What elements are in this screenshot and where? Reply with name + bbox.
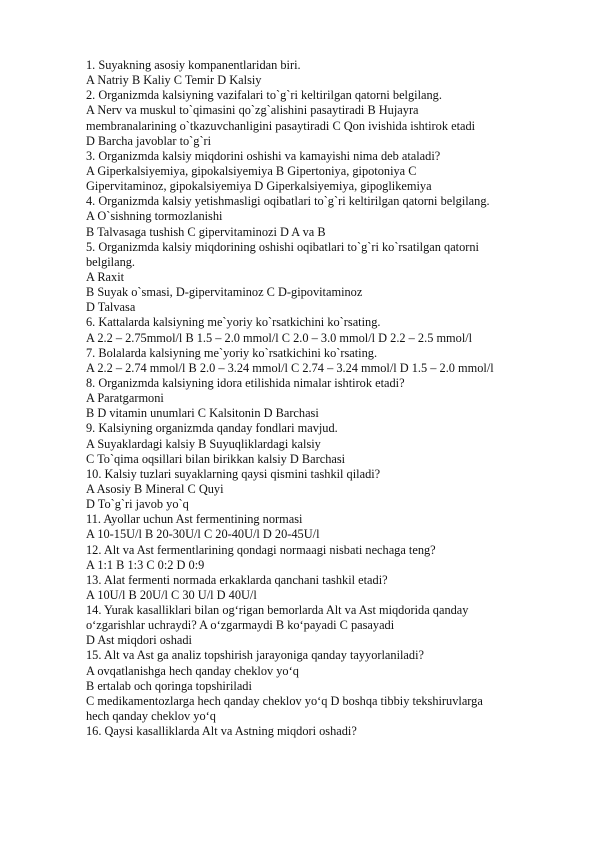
answer-options-3: A Giperkalsiyemiya, gipokalsiyemiya B Gipertoniya, gipotoniya C <box>86 163 417 178</box>
answer-options-11: A 10-15U/l B 20-30U/l C 20-40U/l D 20-45U/l <box>86 527 320 542</box>
answer-options-4: A O`sishning tormozlanishi <box>86 209 223 224</box>
question-8: 8. Organizmda kalsiyning idora etilishida nimalar ishtirok etadi? <box>86 375 405 390</box>
answer-options-10: A Asosiy B Mineral C Quyi <box>86 481 224 496</box>
question-12: 12. Alt va Ast fermentlarining qondagi normaagi nisbati nechaga teng? <box>86 542 436 557</box>
answer-options-7: A 2.2 – 2.74 mmol/l B 2.0 – 3.24 mmol/l C 2.74 – 3.24 mmol/l D 1.5 – 2.0 mmol/l <box>86 360 494 375</box>
answer-options-8-cont: B D vitamin unumlari C Kalsitonin D Barchasi <box>86 406 319 421</box>
question-3: 3. Organizmda kalsiy miqdorini oshishi va kamayishi nima deb ataladi? <box>86 148 441 163</box>
question-11: 11. Ayollar uchun Ast fermentining normasi <box>86 512 303 527</box>
question-6: 6. Kattalarda kalsiyning me`yoriy ko`rsatkichini ko`rsating. <box>86 315 381 330</box>
answer-options-10-cont: D To`g`ri javob yo`q <box>86 497 189 512</box>
answer-options-6: A 2.2 – 2.75mmol/l B 1.5 – 2.0 mmol/l C 2.0 – 3.0 mmol/l D 2.2 – 2.5 mmol/l <box>86 330 473 345</box>
answer-options-1: A Natriy B Kaliy C Temir D Kalsiy <box>86 73 262 88</box>
answer-options-14-cont: D Ast miqdori oshadi <box>86 633 192 648</box>
answer-options-15-cont: C medikamentozlarga hech qanday cheklov yo‘q D boshqa tibbiy tekshiruvlarga <box>86 693 483 708</box>
answer-options-5: A Raxit <box>86 269 125 284</box>
question-15: 15. Alt va Ast ga analiz topshirish jarayoniga qanday tayyorlaniladi? <box>86 648 424 663</box>
question-14: 14. Yurak kasalliklari bilan og‘rigan bemorlarda Alt va Ast miqdorida qanday <box>86 603 469 618</box>
answer-options-12: A 1:1 B 1:3 C 0:2 D 0:9 <box>86 557 205 572</box>
answer-options-2: A Nerv va muskul to`qimasini qo`zg`alishini pasaytiradi B Hujayra <box>86 103 419 118</box>
answer-options-15-cont: hech qanday cheklov yo‘q <box>86 709 216 724</box>
answer-options-8: A Paratgarmoni <box>86 391 164 406</box>
answer-options-5-cont: B Suyak o`smasi, D-gipervitaminoz C D-gipovitaminoz <box>86 285 363 300</box>
answer-options-5-cont: D Talvasa <box>86 300 136 315</box>
question-1: 1. Suyakning asosiy kompanentlaridan biri. <box>86 58 301 72</box>
question-13: 13. Alat fermenti normada erkaklarda qanchani tashkil etadi? <box>86 572 388 587</box>
answer-options-2-cont: D Barcha javoblar to`g`ri <box>86 133 212 148</box>
answer-options-9-cont: C To`qima oqsillari bilan birikkan kalsiy D Barchasi <box>86 451 346 466</box>
answer-options-4-cont: B Talvasaga tushish C gipervitaminozi D A va B <box>86 224 326 239</box>
answer-options-3-cont: Gipervitaminoz, gipokalsiyemiya D Giperkalsiyemiya, gipoglikemiya <box>86 179 432 194</box>
question-10: 10. Kalsiy tuzlari suyaklarning qaysi qismini tashkil qiladi? <box>86 466 381 481</box>
answer-options-15: A ovqatlanishga hech qanday cheklov yo‘q <box>86 663 299 678</box>
question-5: 5. Organizmda kalsiy miqdorining oshishi oqibatlari to`g`ri ko`rsatilgan qatorni <box>86 239 479 254</box>
answer-options-2-cont: membranalarining o`tkazuvchanligini pasaytiradi C Qon ivishida ishtirok etadi <box>86 118 476 133</box>
question-14-cont: o‘zgarishlar uchraydi? A o‘zgarmaydi B ko‘payadi C pasayadi <box>86 618 395 633</box>
answer-options-9: A Suyaklardagi kalsiy B Suyuqliklardagi kalsiy <box>86 436 321 451</box>
answer-options-13: A 10U/l B 20U/l C 30 U/l D 40U/l <box>86 587 257 602</box>
question-2: 2. Organizmda kalsiyning vazifalari to`g`ri keltirilgan qatorni belgilang. <box>86 88 442 103</box>
question-4: 4. Organizmda kalsiy yetishmasligi oqibatlari to`g`ri keltirilgan qatorni belgilang. <box>86 194 490 209</box>
answer-options-15-cont: B ertalab och qoringa topshiriladi <box>86 678 252 693</box>
question-16: 16. Qaysi kasalliklarda Alt va Astning miqdori oshadi? <box>86 724 357 739</box>
question-5-cont: belgilang. <box>86 254 136 269</box>
question-7: 7. Bolalarda kalsiyning me`yoriy ko`rsatkichini ko`rsating. <box>86 345 378 360</box>
question-9: 9. Kalsiyning organizmda qanday fondlari mavjud. <box>86 421 338 436</box>
document-page <box>86 58 586 739</box>
